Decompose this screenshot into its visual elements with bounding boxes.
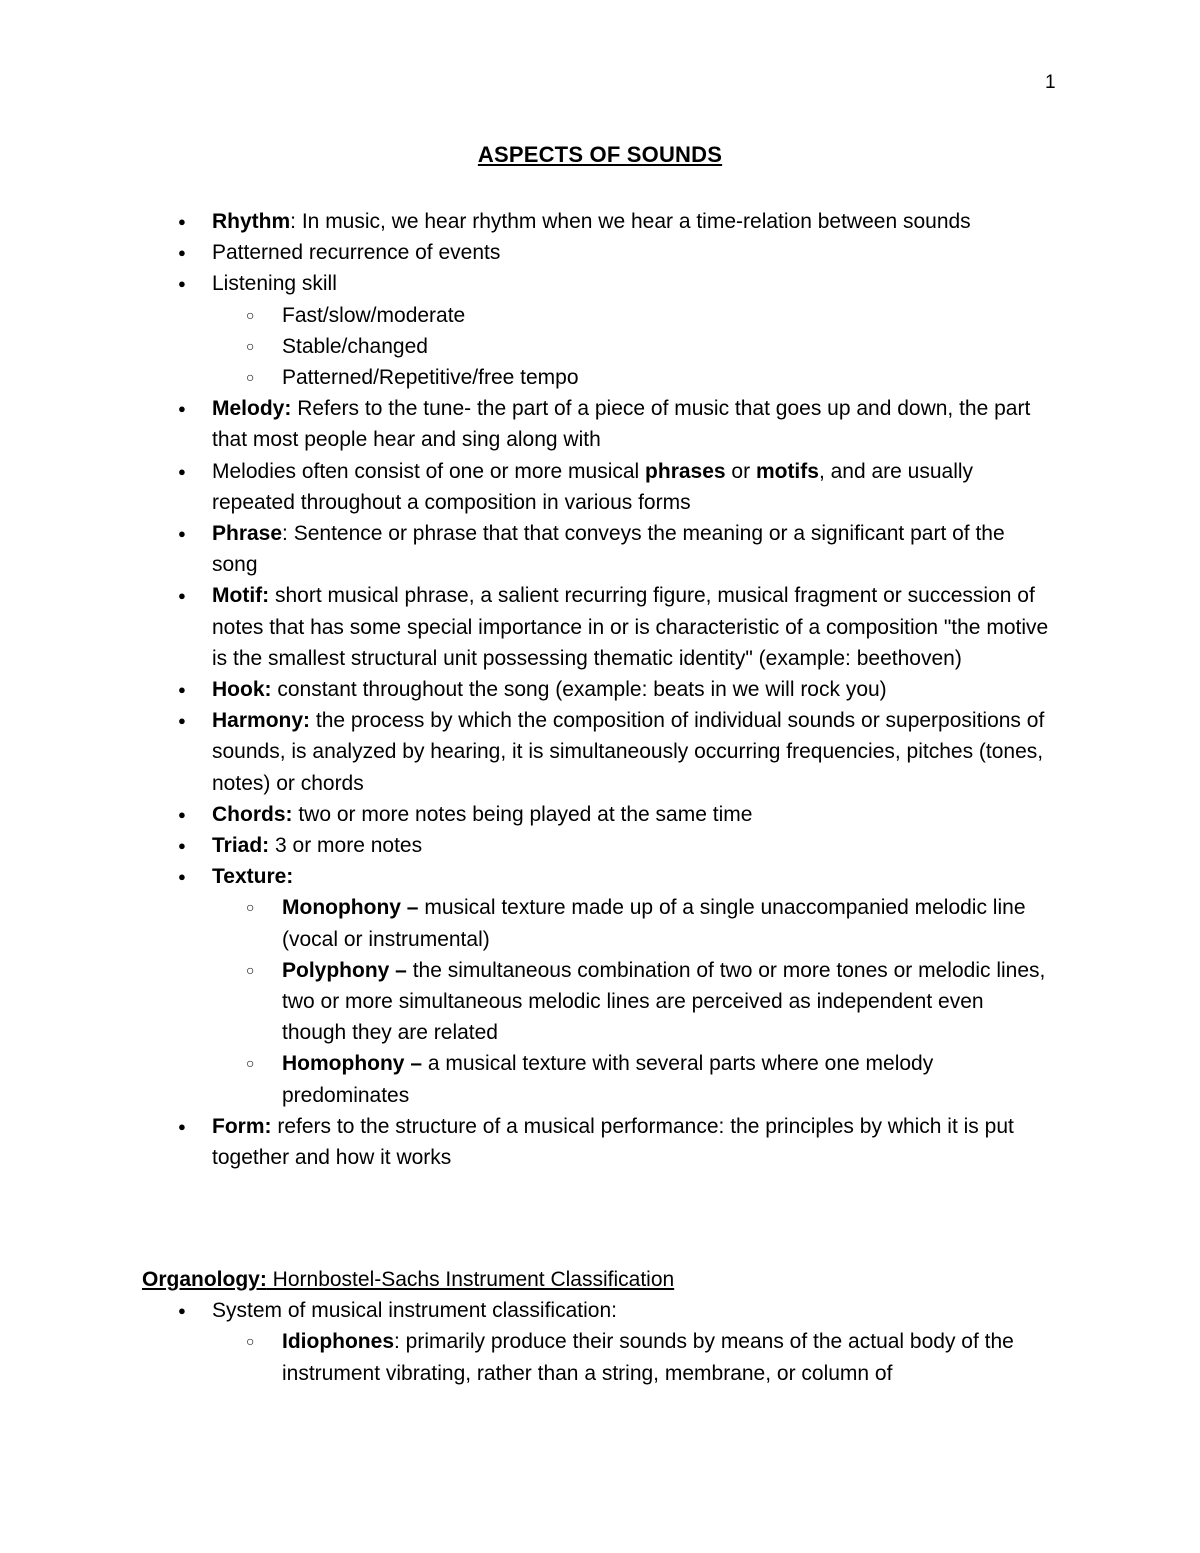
list-item-triad: ● Triad: 3 or more notes	[212, 830, 1052, 861]
sublist-item: ○ Fast/slow/moderate	[282, 300, 1052, 331]
sublist-item-polyphony: ○ Polyphony – the simultaneous combination of two or more tones or melodic lines, two or more simultaneous melodic lines are perceived as independent even though they are related	[282, 955, 1052, 1049]
list-item-chords: ● Chords: two or more notes being played at the same time	[212, 799, 1052, 830]
list-item-phrase: ● Phrase: Sentence or phrase that that conveys the meaning or a significant part of the song	[212, 518, 1052, 580]
sublist-item: ○ Stable/changed	[282, 331, 1052, 362]
page-number: 1	[1045, 72, 1056, 93]
list-item-rhythm: ● Rhythm: In music, we hear rhythm when we hear a time-relation between sounds	[212, 206, 1052, 237]
list-item-melodies: ● Melodies often consist of one or more musical phrases or motifs, and are usually repeated throughout a composition in various forms	[212, 456, 1052, 518]
list-item-melody: ● Melody: Refers to the tune- the part of a piece of music that goes up and down, the part that most people hear and sing along with	[212, 393, 1052, 455]
sublist-item: ○ Patterned/Repetitive/free tempo	[282, 362, 1052, 393]
sublist-item-monophony: ○ Monophony – musical texture made up of a single unaccompanied melodic line (vocal or instrumental)	[282, 892, 1052, 954]
list-item-listening-skill: ● Listening skill ○ Fast/slow/moderate ○ Stable/changed ○ Patterned/Repetitive/free tempo	[212, 268, 1052, 393]
texture-sublist	[282, 892, 1052, 1110]
list-item-form: ● Form: refers to the structure of a musical performance: the principles by which it is put together and how it works	[212, 1111, 1052, 1173]
list-item-motif: ● Motif: short musical phrase, a salient recurring figure, musical fragment or succession of notes that has some special importance in or is characteristic of a composition "the motive is the smallest structural unit possessing thematic identity" (example: beethoven)	[212, 580, 1052, 674]
organology-heading: Organology: Hornbostel-Sachs Instrument Classification	[142, 1268, 675, 1291]
organology-section	[142, 1264, 1062, 1389]
listening-skill-sublist	[282, 300, 1052, 394]
sublist-item-idiophones: ○ Idiophones: primarily produce their sounds by means of the actual body of the instrument vibrating, rather than a string, membrane, or column of	[282, 1326, 1062, 1388]
list-item-texture: ● Texture: ○ Monophony – musical texture made up of a single unaccompanied melodic line (vocal or instrumental) ○ Polyphony – the simultaneous combination of two or more tones or melodic lines, two or more simultaneous melodic lines are perceived as independent even though they are related ○ Homophony – a musical texture with several parts where one melody predominates	[212, 861, 1052, 1111]
list-item-patterned: ● Patterned recurrence of events	[212, 237, 1052, 268]
aspects-list	[212, 206, 1052, 1173]
list-item-harmony: ● Harmony: the process by which the composition of individual sounds or superpositions of sounds, is analyzed by hearing, it is simultaneously occurring frequencies, pitches (tones, notes) or chords	[212, 705, 1052, 799]
list-item-classification-system: ● System of musical instrument classification: ○ Idiophones: primarily produce their sounds by means of the actual body of the instrument vibrating, rather than a string, membrane, or column of	[212, 1295, 1062, 1389]
list-item-hook: ● Hook: constant throughout the song (example: beats in we will rock you)	[212, 674, 1052, 705]
page-title: ASPECTS OF SOUNDS	[477, 142, 723, 167]
sublist-item-homophony: ○ Homophony – a musical texture with several parts where one melody predominates	[282, 1048, 1052, 1110]
organology-list	[212, 1295, 1062, 1389]
classification-sublist	[282, 1326, 1062, 1388]
